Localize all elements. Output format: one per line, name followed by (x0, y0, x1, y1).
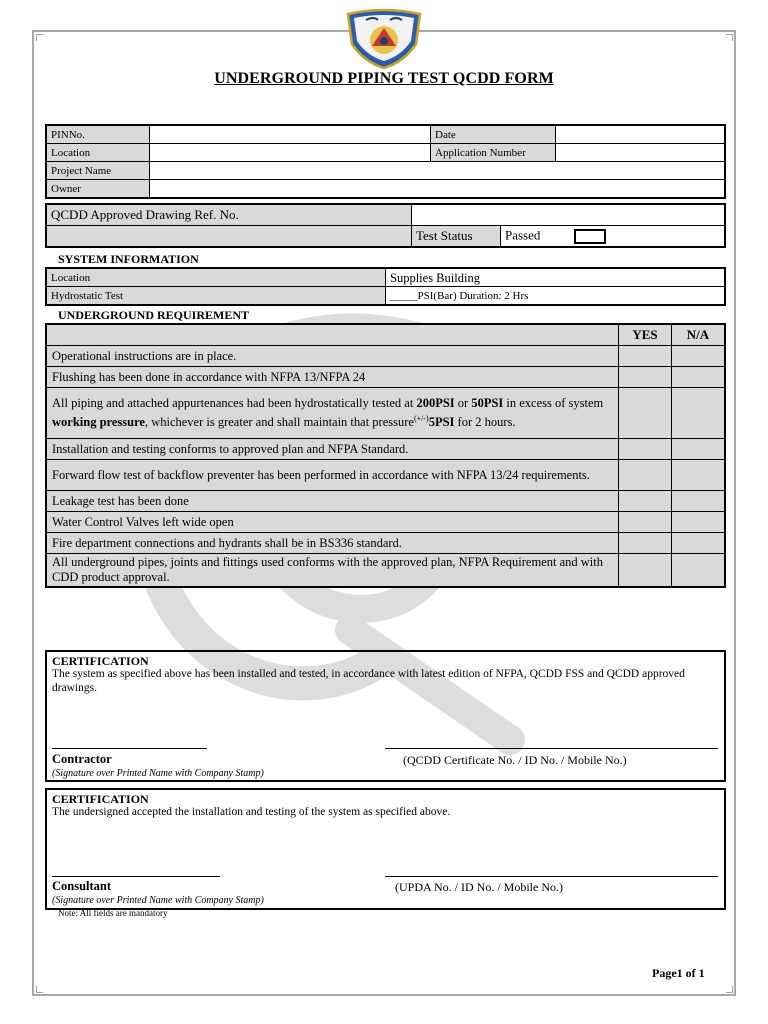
corner-mark (36, 986, 43, 993)
req-header-blank (46, 324, 619, 346)
info-table (45, 124, 726, 199)
consultant-id-label: (UPDA No. / ID No. / Mobile No.) (395, 880, 563, 894)
status-checkbox[interactable] (574, 229, 606, 244)
status-label: Test Status (412, 226, 501, 248)
corner-mark (726, 986, 733, 993)
contractor-id-label: (QCDD Certificate No. / ID No. / Mobile No.) (403, 753, 627, 767)
contractor-sub: (Signature over Printed Name with Company Stamp) (52, 768, 264, 779)
cert-text: The undersigned accepted the installation and testing of the system as specified above. (52, 806, 451, 818)
hydro-label: Hydrostatic Test (46, 287, 386, 306)
requirement-text: Operational instructions are in place. (46, 346, 619, 367)
project-field[interactable] (150, 162, 726, 180)
mandatory-note: Note: All fields are mandatory (58, 908, 168, 918)
requirement-text: Water Control Valves left wide open (46, 512, 619, 533)
system-table (45, 267, 726, 306)
yes-checkbox[interactable] (619, 554, 672, 588)
owner-label: Owner (46, 180, 150, 199)
yes-checkbox[interactable] (619, 533, 672, 554)
requirement-text: All piping and attached appurtenances had been hydrostatically tested at 200PSI or 50PSI in excess of system working pressure, whichever is greater and shall maintain that pressure(+/-)5PSI for 2 hours. (46, 388, 619, 439)
sys-location-value: Supplies Building (386, 268, 726, 287)
na-checkbox[interactable] (672, 533, 726, 554)
qcdd-table (45, 203, 726, 248)
corner-mark (36, 34, 43, 41)
system-heading: SYSTEM INFORMATION (58, 252, 199, 266)
corner-mark (726, 34, 733, 41)
requirement-heading: UNDERGROUND REQUIREMENT (58, 308, 250, 322)
hydro-value: _____PSI(Bar) Duration: 2 Hrs (386, 287, 726, 306)
na-checkbox[interactable] (672, 491, 726, 512)
consultant-certification (45, 788, 726, 910)
contractor-signature-line[interactable] (52, 748, 207, 749)
status-field[interactable] (501, 226, 726, 248)
project-label: Project Name (46, 162, 150, 180)
requirement-text: Forward flow test of backflow preventer has been performed in accordance with NFPA 13/24 requirements. (46, 460, 619, 491)
location-field[interactable] (150, 144, 431, 162)
yes-checkbox[interactable] (619, 512, 672, 533)
requirement-table (45, 323, 726, 588)
owner-field[interactable] (150, 180, 726, 199)
consultant-label: Consultant (52, 879, 112, 893)
application-label: Application Number (431, 144, 556, 162)
drawing-field[interactable] (412, 204, 726, 226)
drawing-label: QCDD Approved Drawing Ref. No. (46, 204, 412, 226)
date-label: Date (431, 125, 556, 144)
consultant-sub: (Signature over Printed Name with Company Stamp) (52, 895, 264, 906)
cert-heading: CERTIFICATION (52, 792, 149, 806)
contractor-certification (45, 650, 726, 782)
status-value: Passed (505, 226, 541, 242)
na-checkbox[interactable] (672, 346, 726, 367)
consultant-id-line[interactable] (385, 876, 718, 877)
consultant-signature-line[interactable] (52, 876, 220, 877)
yes-checkbox[interactable] (619, 491, 672, 512)
sys-location-label: Location (46, 268, 386, 287)
requirement-text: Leakage test has been done (46, 491, 619, 512)
col-na: N/A (672, 324, 726, 346)
application-field[interactable] (556, 144, 726, 162)
cert-text: The system as specified above has been installed and tested, in accordance with latest edition of NFPA, QCDD FSS and QCDD approved drawings. (52, 668, 685, 694)
na-checkbox[interactable] (672, 554, 726, 588)
contractor-id-line[interactable] (385, 748, 718, 749)
requirement-text: All underground pipes, joints and fittings used conforms with the approved plan, NFPA Requirement and with CDD product approval. (46, 554, 619, 588)
yes-checkbox[interactable] (619, 460, 672, 491)
ministry-logo (344, 8, 424, 70)
col-yes: YES (619, 324, 672, 346)
yes-checkbox[interactable] (619, 388, 672, 439)
date-field[interactable] (556, 125, 726, 144)
na-checkbox[interactable] (672, 388, 726, 439)
yes-checkbox[interactable] (619, 346, 672, 367)
na-checkbox[interactable] (672, 512, 726, 533)
yes-checkbox[interactable] (619, 367, 672, 388)
contractor-label: Contractor (52, 752, 112, 766)
pin-label: PINNo. (46, 125, 150, 144)
cert-heading: CERTIFICATION (52, 654, 149, 668)
location-label: Location (46, 144, 150, 162)
na-checkbox[interactable] (672, 439, 726, 460)
pin-field[interactable] (150, 125, 431, 144)
blank-cell (46, 226, 412, 248)
requirement-text: Flushing has been done in accordance with NFPA 13/NFPA 24 (46, 367, 619, 388)
requirement-text: Installation and testing conforms to approved plan and NFPA Standard. (46, 439, 619, 460)
page-number: Page1 of 1 (652, 966, 705, 980)
requirement-text: Fire department connections and hydrants shall be in BS336 standard. (46, 533, 619, 554)
form-title: UNDERGROUND PIPING TEST QCDD FORM (214, 70, 554, 87)
na-checkbox[interactable] (672, 367, 726, 388)
yes-checkbox[interactable] (619, 439, 672, 460)
na-checkbox[interactable] (672, 460, 726, 491)
